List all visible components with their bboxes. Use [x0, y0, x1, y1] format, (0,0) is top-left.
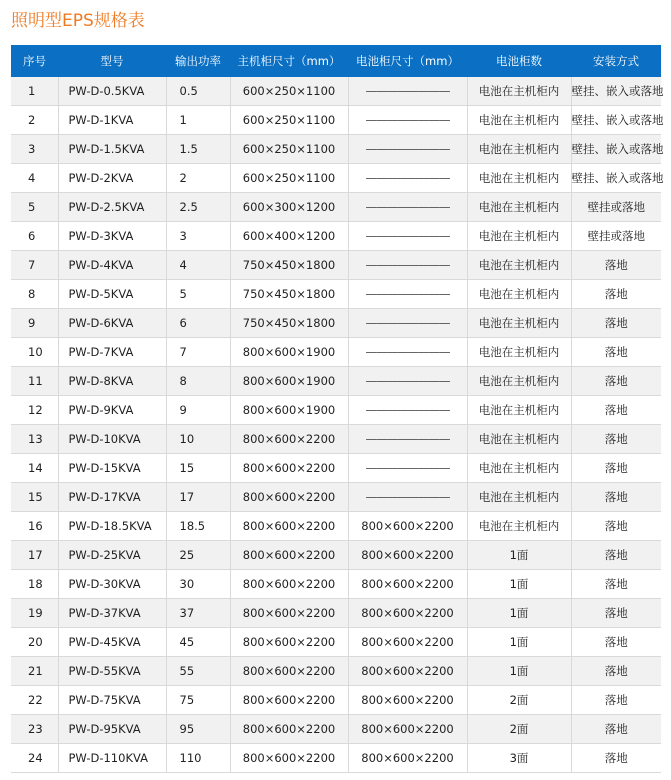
- table-row: [11, 628, 661, 657]
- table-row: [11, 541, 661, 570]
- cell-host-cabinet-size: 600×250×1100: [230, 106, 348, 135]
- cell-index: 15: [11, 483, 58, 512]
- cell-model: PW-D-17KVA: [58, 483, 166, 512]
- cell-host-cabinet-size: 750×450×1800: [230, 280, 348, 309]
- header-battery-cabinet-count: 电池柜数: [467, 45, 571, 77]
- cell-battery-cabinet-size: 800×600×2200: [348, 628, 467, 657]
- cell-host-cabinet-size: 800×600×2200: [230, 628, 348, 657]
- cell-model: PW-D-10KVA: [58, 425, 166, 454]
- cell-index: 18: [11, 570, 58, 599]
- cell-installation: 落地: [571, 396, 661, 425]
- table-row: [11, 512, 661, 541]
- cell-installation: 落地: [571, 657, 661, 686]
- cell-model: PW-D-8KVA: [58, 367, 166, 396]
- table-row: [11, 77, 661, 106]
- cell-model: PW-D-6KVA: [58, 309, 166, 338]
- cell-battery-cabinet-count: 电池在主机柜内: [467, 135, 571, 164]
- table-row: [11, 483, 661, 512]
- table-row: [11, 193, 661, 222]
- cell-battery-cabinet-count: 电池在主机柜内: [467, 454, 571, 483]
- cell-installation: 壁挂或落地: [571, 222, 661, 251]
- cell-model: PW-D-2KVA: [58, 164, 166, 193]
- cell-model: PW-D-25KVA: [58, 541, 166, 570]
- cell-model: PW-D-9KVA: [58, 396, 166, 425]
- cell-host-cabinet-size: 750×450×1800: [230, 309, 348, 338]
- cell-model: PW-D-1KVA: [58, 106, 166, 135]
- cell-index: 20: [11, 628, 58, 657]
- cell-battery-cabinet-count: 电池在主机柜内: [467, 338, 571, 367]
- cell-battery-cabinet-size: 800×600×2200: [348, 599, 467, 628]
- cell-installation: 落地: [571, 715, 661, 744]
- cell-battery-cabinet-size: ————————: [348, 396, 467, 425]
- spec-table: [11, 45, 664, 773]
- cell-installation: 落地: [571, 541, 661, 570]
- header-installation: 安装方式: [571, 45, 661, 77]
- table-row: [11, 309, 661, 338]
- cell-battery-cabinet-size: ————————: [348, 251, 467, 280]
- cell-host-cabinet-size: 600×300×1200: [230, 193, 348, 222]
- cell-index: 14: [11, 454, 58, 483]
- cell-output-power: 30: [166, 570, 230, 599]
- cell-index: 10: [11, 338, 58, 367]
- cell-output-power: 2: [166, 164, 230, 193]
- cell-index: 19: [11, 599, 58, 628]
- cell-host-cabinet-size: 800×600×2200: [230, 657, 348, 686]
- cell-battery-cabinet-count: 电池在主机柜内: [467, 367, 571, 396]
- cell-battery-cabinet-size: ————————: [348, 483, 467, 512]
- cell-index: 16: [11, 512, 58, 541]
- cell-battery-cabinet-count: 电池在主机柜内: [467, 425, 571, 454]
- cell-model: PW-D-45KVA: [58, 628, 166, 657]
- cell-output-power: 3: [166, 222, 230, 251]
- cell-installation: 落地: [571, 251, 661, 280]
- table-row: [11, 715, 661, 744]
- cell-battery-cabinet-size: ————————: [348, 367, 467, 396]
- cell-battery-cabinet-count: 1面: [467, 541, 571, 570]
- cell-battery-cabinet-count: 电池在主机柜内: [467, 396, 571, 425]
- cell-battery-cabinet-size: ————————: [348, 77, 467, 106]
- cell-battery-cabinet-count: 电池在主机柜内: [467, 512, 571, 541]
- cell-battery-cabinet-size: ————————: [348, 193, 467, 222]
- cell-model: PW-D-5KVA: [58, 280, 166, 309]
- cell-output-power: 95: [166, 715, 230, 744]
- cell-installation: 落地: [571, 686, 661, 715]
- cell-battery-cabinet-count: 电池在主机柜内: [467, 106, 571, 135]
- cell-battery-cabinet-size: 800×600×2200: [348, 657, 467, 686]
- cell-host-cabinet-size: 800×600×2200: [230, 599, 348, 628]
- table-row: [11, 599, 661, 628]
- cell-battery-cabinet-count: 电池在主机柜内: [467, 193, 571, 222]
- cell-battery-cabinet-size: ————————: [348, 309, 467, 338]
- cell-host-cabinet-size: 800×600×2200: [230, 541, 348, 570]
- table-row: [11, 396, 661, 425]
- cell-host-cabinet-size: 600×250×1100: [230, 164, 348, 193]
- table-row: [11, 686, 661, 715]
- cell-battery-cabinet-size: ————————: [348, 338, 467, 367]
- table-row: [11, 222, 661, 251]
- table-row: [11, 367, 661, 396]
- cell-output-power: 1.5: [166, 135, 230, 164]
- cell-installation: 落地: [571, 483, 661, 512]
- cell-installation: 落地: [571, 309, 661, 338]
- cell-host-cabinet-size: 600×400×1200: [230, 222, 348, 251]
- cell-installation: 落地: [571, 367, 661, 396]
- cell-battery-cabinet-count: 2面: [467, 715, 571, 744]
- cell-battery-cabinet-count: 电池在主机柜内: [467, 280, 571, 309]
- cell-output-power: 6: [166, 309, 230, 338]
- cell-battery-cabinet-size: 800×600×2200: [348, 570, 467, 599]
- cell-output-power: 0.5: [166, 77, 230, 106]
- table-row: [11, 164, 661, 193]
- cell-output-power: 5: [166, 280, 230, 309]
- cell-battery-cabinet-size: ————————: [348, 135, 467, 164]
- cell-model: PW-D-0.5KVA: [58, 77, 166, 106]
- page-title: 照明型EPS规格表: [11, 11, 145, 31]
- cell-index: 9: [11, 309, 58, 338]
- cell-battery-cabinet-size: ————————: [348, 454, 467, 483]
- cell-model: PW-D-7KVA: [58, 338, 166, 367]
- cell-installation: 壁挂或落地: [571, 193, 661, 222]
- cell-host-cabinet-size: 800×600×2200: [230, 512, 348, 541]
- cell-installation: 落地: [571, 425, 661, 454]
- cell-index: 17: [11, 541, 58, 570]
- cell-output-power: 18.5: [166, 512, 230, 541]
- cell-output-power: 37: [166, 599, 230, 628]
- cell-host-cabinet-size: 800×600×1900: [230, 396, 348, 425]
- cell-index: 5: [11, 193, 58, 222]
- cell-host-cabinet-size: 600×250×1100: [230, 77, 348, 106]
- cell-host-cabinet-size: 800×600×2200: [230, 686, 348, 715]
- cell-installation: 壁挂、嵌入或落地: [571, 164, 661, 193]
- cell-output-power: 25: [166, 541, 230, 570]
- cell-installation: 壁挂、嵌入或落地: [571, 77, 661, 106]
- cell-index: 22: [11, 686, 58, 715]
- cell-battery-cabinet-size: 800×600×2200: [348, 686, 467, 715]
- cell-model: PW-D-15KVA: [58, 454, 166, 483]
- cell-model: PW-D-3KVA: [58, 222, 166, 251]
- header-battery-cabinet-size: 电池柜尺寸（mm）: [348, 45, 467, 77]
- cell-battery-cabinet-count: 电池在主机柜内: [467, 164, 571, 193]
- cell-battery-cabinet-size: ————————: [348, 164, 467, 193]
- cell-battery-cabinet-size: ————————: [348, 222, 467, 251]
- header-index: 序号: [11, 45, 58, 77]
- cell-battery-cabinet-size: ————————: [348, 425, 467, 454]
- cell-index: 2: [11, 106, 58, 135]
- cell-model: PW-D-110KVA: [58, 744, 166, 773]
- cell-index: 7: [11, 251, 58, 280]
- cell-battery-cabinet-count: 电池在主机柜内: [467, 251, 571, 280]
- cell-battery-cabinet-size: 800×600×2200: [348, 744, 467, 773]
- cell-index: 13: [11, 425, 58, 454]
- cell-installation: 落地: [571, 280, 661, 309]
- cell-battery-cabinet-count: 2面: [467, 686, 571, 715]
- cell-model: PW-D-95KVA: [58, 715, 166, 744]
- cell-output-power: 8: [166, 367, 230, 396]
- cell-battery-cabinet-size: ————————: [348, 280, 467, 309]
- cell-installation: 落地: [571, 454, 661, 483]
- cell-index: 21: [11, 657, 58, 686]
- cell-host-cabinet-size: 600×250×1100: [230, 135, 348, 164]
- cell-model: PW-D-18.5KVA: [58, 512, 166, 541]
- cell-battery-cabinet-count: 电池在主机柜内: [467, 483, 571, 512]
- table-row: [11, 135, 661, 164]
- cell-battery-cabinet-count: 1面: [467, 657, 571, 686]
- table-row: [11, 570, 661, 599]
- table-row: [11, 106, 661, 135]
- cell-battery-cabinet-count: 1面: [467, 599, 571, 628]
- cell-host-cabinet-size: 800×600×2200: [230, 454, 348, 483]
- header-host-cabinet-size: 主机柜尺寸（mm）: [230, 45, 348, 77]
- cell-battery-cabinet-count: 1面: [467, 628, 571, 657]
- table-row: [11, 338, 661, 367]
- cell-output-power: 10: [166, 425, 230, 454]
- cell-index: 11: [11, 367, 58, 396]
- cell-installation: 落地: [571, 628, 661, 657]
- cell-model: PW-D-4KVA: [58, 251, 166, 280]
- cell-output-power: 15: [166, 454, 230, 483]
- cell-output-power: 75: [166, 686, 230, 715]
- cell-index: 4: [11, 164, 58, 193]
- cell-output-power: 17: [166, 483, 230, 512]
- cell-model: PW-D-37KVA: [58, 599, 166, 628]
- cell-battery-cabinet-count: 电池在主机柜内: [467, 77, 571, 106]
- table-row: [11, 251, 661, 280]
- cell-installation: 落地: [571, 512, 661, 541]
- cell-index: 3: [11, 135, 58, 164]
- cell-output-power: 55: [166, 657, 230, 686]
- cell-battery-cabinet-count: 电池在主机柜内: [467, 309, 571, 338]
- cell-battery-cabinet-size: 800×600×2200: [348, 541, 467, 570]
- cell-installation: 落地: [571, 338, 661, 367]
- cell-index: 8: [11, 280, 58, 309]
- header-output-power: 输出功率: [166, 45, 230, 77]
- cell-output-power: 9: [166, 396, 230, 425]
- cell-battery-cabinet-size: 800×600×2200: [348, 512, 467, 541]
- cell-host-cabinet-size: 800×600×1900: [230, 367, 348, 396]
- cell-host-cabinet-size: 800×600×1900: [230, 338, 348, 367]
- table-row: [11, 744, 661, 773]
- table-header-row: [11, 45, 661, 77]
- cell-index: 23: [11, 715, 58, 744]
- cell-host-cabinet-size: 800×600×2200: [230, 570, 348, 599]
- cell-battery-cabinet-count: 1面: [467, 570, 571, 599]
- cell-model: PW-D-1.5KVA: [58, 135, 166, 164]
- cell-installation: 落地: [571, 744, 661, 773]
- cell-model: PW-D-75KVA: [58, 686, 166, 715]
- table-row: [11, 454, 661, 483]
- cell-output-power: 110: [166, 744, 230, 773]
- cell-installation: 落地: [571, 599, 661, 628]
- cell-battery-cabinet-count: 电池在主机柜内: [467, 222, 571, 251]
- cell-output-power: 7: [166, 338, 230, 367]
- cell-output-power: 45: [166, 628, 230, 657]
- table-row: [11, 425, 661, 454]
- cell-battery-cabinet-size: 800×600×2200: [348, 715, 467, 744]
- cell-installation: 壁挂、嵌入或落地: [571, 135, 661, 164]
- cell-battery-cabinet-size: ————————: [348, 106, 467, 135]
- cell-host-cabinet-size: 800×600×2200: [230, 715, 348, 744]
- table-row: [11, 657, 661, 686]
- cell-host-cabinet-size: 800×600×2200: [230, 744, 348, 773]
- cell-output-power: 1: [166, 106, 230, 135]
- cell-output-power: 4: [166, 251, 230, 280]
- cell-model: PW-D-2.5KVA: [58, 193, 166, 222]
- cell-index: 6: [11, 222, 58, 251]
- cell-installation: 壁挂、嵌入或落地: [571, 106, 661, 135]
- cell-model: PW-D-55KVA: [58, 657, 166, 686]
- cell-host-cabinet-size: 750×450×1800: [230, 251, 348, 280]
- table-body: [11, 77, 664, 773]
- cell-model: PW-D-30KVA: [58, 570, 166, 599]
- table-row: [11, 280, 661, 309]
- cell-index: 1: [11, 77, 58, 106]
- header-model: 型号: [58, 45, 166, 77]
- cell-battery-cabinet-count: 3面: [467, 744, 571, 773]
- cell-output-power: 2.5: [166, 193, 230, 222]
- cell-installation: 落地: [571, 570, 661, 599]
- cell-host-cabinet-size: 800×600×2200: [230, 425, 348, 454]
- cell-index: 12: [11, 396, 58, 425]
- cell-host-cabinet-size: 800×600×2200: [230, 483, 348, 512]
- cell-index: 24: [11, 744, 58, 773]
